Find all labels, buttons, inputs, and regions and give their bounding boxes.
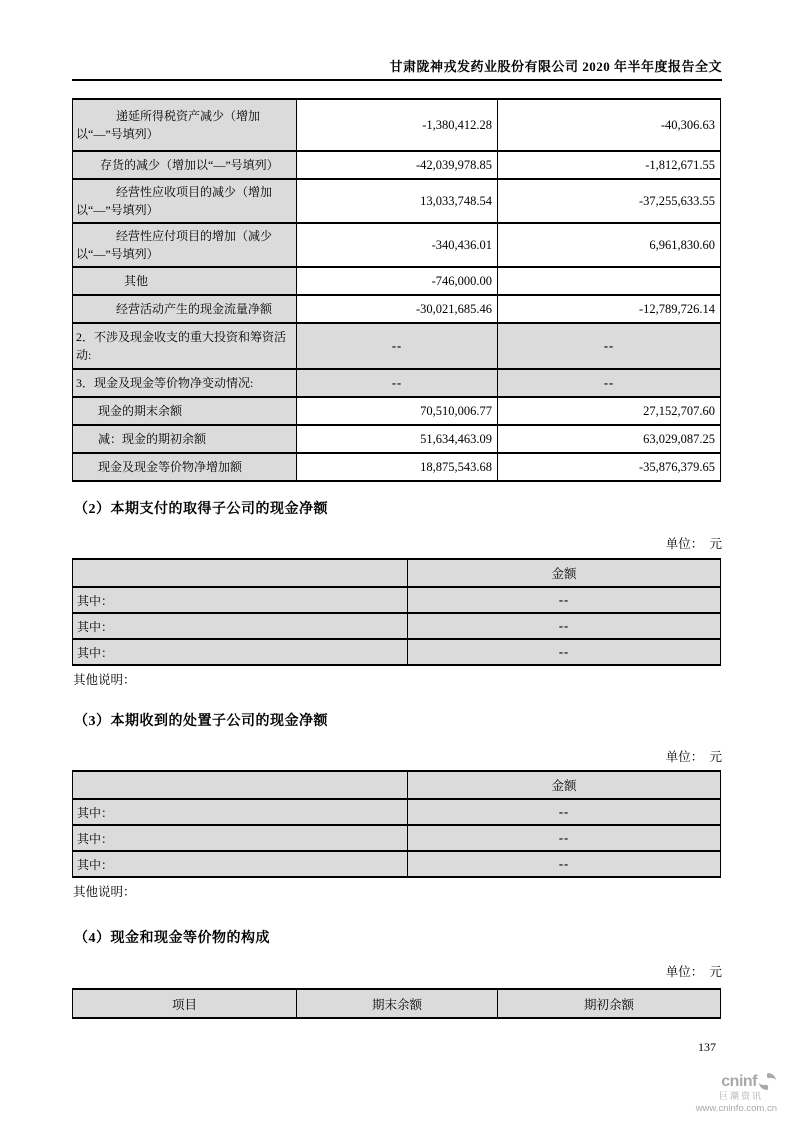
table-row bbox=[73, 453, 721, 481]
row-label: 其中： bbox=[73, 613, 408, 639]
amount-value: -- bbox=[408, 587, 721, 613]
table-row bbox=[73, 799, 721, 825]
current-period-amount: -746,000.00 bbox=[297, 267, 498, 295]
row-label: 2．不涉及现金收支的重大投资和筹资活动: bbox=[73, 323, 297, 369]
prior-period-amount: 27,152,707.60 bbox=[498, 397, 721, 425]
cninfo-logo-brand: cninf bbox=[721, 1072, 757, 1090]
table-header-row bbox=[73, 989, 721, 1018]
table-row bbox=[73, 397, 721, 425]
prior-period-amount: -12,789,726.14 bbox=[498, 295, 721, 323]
prior-period-amount: -1,812,671.55 bbox=[498, 151, 721, 179]
row-label: 存货的减少（增加以“—”号填列） bbox=[73, 151, 297, 179]
disposed-subsidiary-table-body bbox=[73, 771, 721, 877]
row-label: 其中： bbox=[73, 639, 408, 665]
amount-value: -- bbox=[408, 851, 721, 877]
amount-column-header: 金额 bbox=[408, 559, 721, 587]
section-disposed-heading: （3）本期收到的处置子公司的现金净额 bbox=[74, 714, 328, 729]
page-header-title: 甘肃陇神戎发药业股份有限公司 2020 年半年度报告全文 bbox=[389, 59, 722, 74]
table-row bbox=[73, 587, 721, 613]
empty-header-cell bbox=[73, 559, 408, 587]
row-label: 递延所得税资产减少（增加以“—”号填列） bbox=[73, 99, 297, 151]
prior-period-amount: 6,961,830.60 bbox=[498, 223, 721, 267]
current-period-amount: -30,021,685.46 bbox=[297, 295, 498, 323]
table-row bbox=[73, 267, 721, 295]
amount-value: -- bbox=[408, 639, 721, 665]
row-label: 经营活动产生的现金流量净额 bbox=[73, 295, 297, 323]
note-acquired: 其他说明： bbox=[73, 673, 136, 687]
section-acquired-heading: （2）本期支付的取得子公司的现金净额 bbox=[74, 502, 328, 517]
table-header-row bbox=[73, 771, 721, 799]
current-period-amount: 18,875,543.68 bbox=[297, 453, 498, 481]
row-label: 其中： bbox=[73, 825, 408, 851]
row-label: 现金及现金等价物净增加额 bbox=[73, 453, 297, 481]
cninfo-logo bbox=[667, 1072, 777, 1114]
prior-period-amount: -35,876,379.65 bbox=[498, 453, 721, 481]
current-period-amount: 51,634,463.09 bbox=[297, 425, 498, 453]
prior-period-amount: -40,306.63 bbox=[498, 99, 721, 151]
prior-period-amount: -- bbox=[498, 323, 721, 369]
header-rule bbox=[72, 79, 722, 81]
column-header-beginning-balance: 期初余额 bbox=[498, 989, 721, 1018]
amount-value: -- bbox=[408, 613, 721, 639]
cninfo-logo-url: www.cninfo.com.cn bbox=[695, 1103, 777, 1114]
current-period-amount: -1,380,412.28 bbox=[297, 99, 498, 151]
table-row bbox=[73, 179, 721, 223]
row-label: 其中： bbox=[73, 587, 408, 613]
row-label: 现金的期末余额 bbox=[73, 397, 297, 425]
current-period-amount: -340,436.01 bbox=[297, 223, 498, 267]
table-row bbox=[73, 223, 721, 267]
table-row bbox=[73, 639, 721, 665]
unit-label-disposed: 单位： 元 bbox=[665, 750, 722, 764]
current-period-amount: 70,510,006.77 bbox=[297, 397, 498, 425]
prior-period-amount: 63,029,087.25 bbox=[498, 425, 721, 453]
table-header-row bbox=[73, 559, 721, 587]
acquired-subsidiary-table bbox=[72, 558, 721, 666]
row-label: 经营性应付项目的增加（减少以“—”号填列） bbox=[73, 223, 297, 267]
row-label: 3．现金及现金等价物净变动情况: bbox=[73, 369, 297, 397]
column-header-ending-balance: 期末余额 bbox=[297, 989, 498, 1018]
table-row bbox=[73, 295, 721, 323]
current-period-amount: 13,033,748.54 bbox=[297, 179, 498, 223]
row-label: 经营性应收项目的减少（增加以“—”号填列） bbox=[73, 179, 297, 223]
cninfo-logo-cn-name: 巨潮资讯 bbox=[718, 1091, 763, 1101]
note-disposed: 其他说明： bbox=[73, 885, 136, 899]
row-label: 其中： bbox=[73, 851, 408, 877]
current-period-amount: -- bbox=[297, 323, 498, 369]
page-number: 137 bbox=[698, 1040, 716, 1054]
table-row bbox=[73, 851, 721, 877]
unit-label-composition: 单位： 元 bbox=[665, 965, 722, 979]
amount-value: -- bbox=[408, 825, 721, 851]
table-row bbox=[73, 99, 721, 151]
disposed-subsidiary-table bbox=[72, 770, 721, 878]
section-composition-heading: （4）现金和现金等价物的构成 bbox=[74, 931, 270, 946]
current-period-amount: -42,039,978.85 bbox=[297, 151, 498, 179]
cash-flow-table-body bbox=[73, 99, 721, 481]
table-row bbox=[73, 369, 721, 397]
row-label: 其他 bbox=[73, 267, 297, 295]
prior-period-amount bbox=[498, 267, 721, 295]
composition-table bbox=[72, 988, 721, 1019]
amount-column-header: 金额 bbox=[408, 771, 721, 799]
empty-header-cell bbox=[73, 771, 408, 799]
table-row bbox=[73, 425, 721, 453]
current-period-amount: -- bbox=[297, 369, 498, 397]
table-row bbox=[73, 825, 721, 851]
prior-period-amount: -37,255,633.55 bbox=[498, 179, 721, 223]
column-header-item: 项目 bbox=[73, 989, 297, 1018]
acquired-subsidiary-table-body bbox=[73, 559, 721, 665]
cash-flow-table bbox=[72, 98, 721, 482]
prior-period-amount: -- bbox=[498, 369, 721, 397]
table-row bbox=[73, 613, 721, 639]
table-row bbox=[73, 151, 721, 179]
table-row bbox=[73, 323, 721, 369]
row-label: 其中： bbox=[73, 799, 408, 825]
amount-value: -- bbox=[408, 799, 721, 825]
unit-label-acquired: 单位： 元 bbox=[665, 537, 722, 551]
row-label: 减：现金的期初余额 bbox=[73, 425, 297, 453]
